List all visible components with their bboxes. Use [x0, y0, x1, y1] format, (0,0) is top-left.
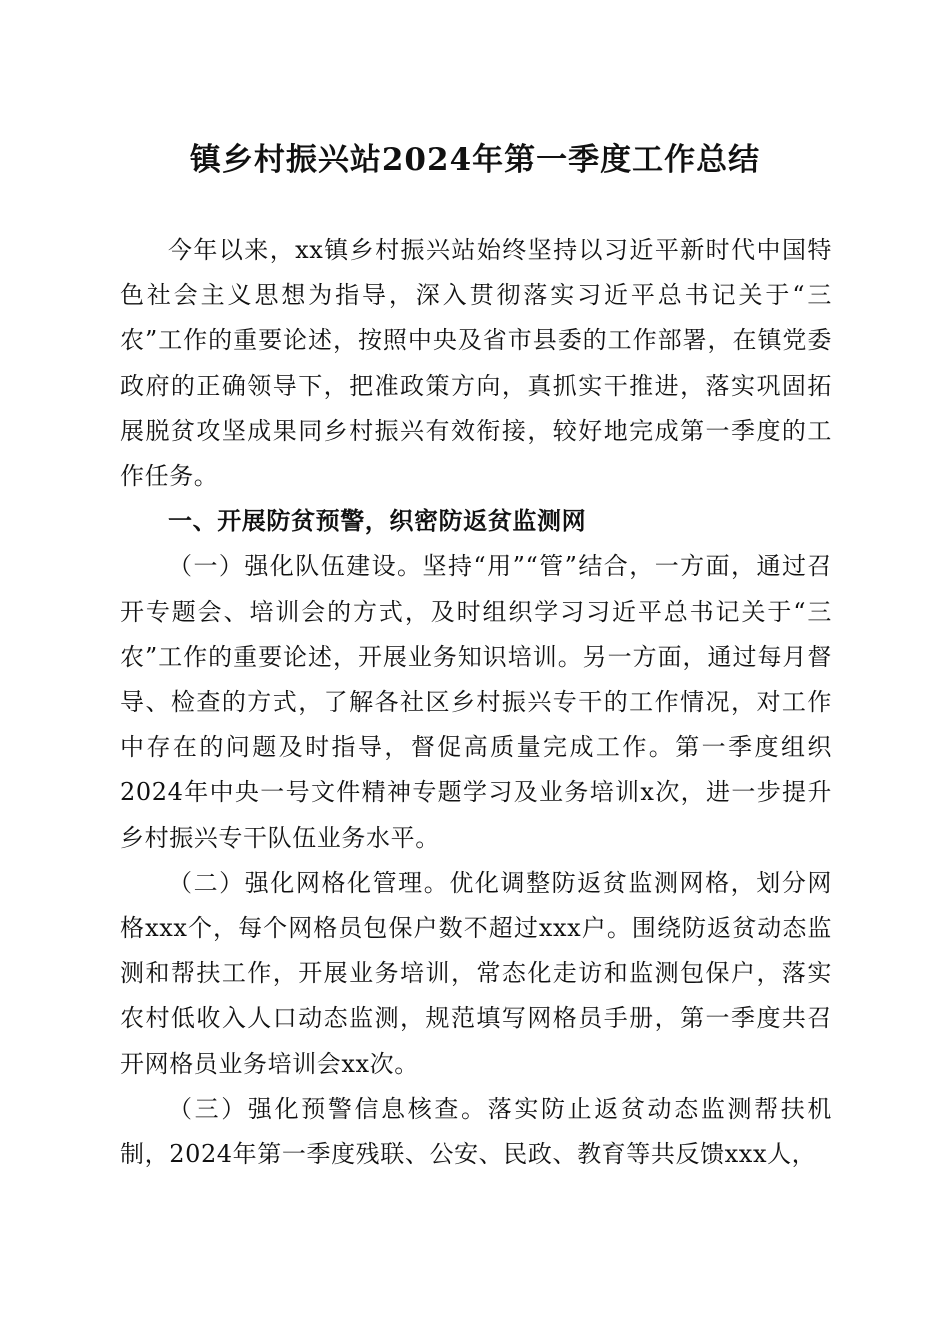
section-item-2	[120, 861, 832, 1087]
item-2-label: （二）强化网格化管理。	[168, 868, 450, 897]
item-3-label: （三）强化预警信息核查。	[168, 1094, 488, 1123]
item-1-label: （一）强化队伍建设。	[168, 552, 423, 581]
section-item-3	[120, 1087, 832, 1177]
document-body	[120, 228, 832, 1177]
item-3-text: 落实防止返贫动态监测帮扶机制，2024年第一季度残联、公安、民政、教育等共反馈xxx人，	[120, 1094, 832, 1169]
item-2-text: 优化调整防返贫监测网格，划分网格xxx个，每个网格员包保户数不超过xxx户。围绕防返贫动态监测和帮扶工作，开展业务培训，常态化走访和监测包保户，落实农村低收入人口动态监测，规范填写网格员手册，第一季度共召开网格员业务培训会xx次。	[120, 868, 833, 1078]
document-title: 镇乡村振兴站2024年第一季度工作总结	[189, 142, 761, 178]
section-heading: 一、开展防贫预警，织密防返贫监测网	[168, 507, 587, 536]
section-item-1	[120, 544, 832, 860]
intro-paragraph: 今年以来，xx镇乡村振兴站始终坚持以习近平新时代中国特色社会主义思想为指导，深入贯彻落实习近平总书记关于“三农”工作的重要论述，按照中央及省市县委的工作部署，在镇党委政府的正确领导下，把准政策方向，真抓实干推进，落实巩固拓展脱贫攻坚成果同乡村振兴有效衔接，较好地完成第一季度的工作任务。	[120, 236, 832, 491]
item-1-text: 坚持“用”“管”结合，一方面，通过召开专题会、培训会的方式，及时组织学习习近平总书记关于“三农”工作的重要论述，开展业务知识培训。另一方面，通过每月督导、检查的方式，了解各社区乡村振兴专干的工作情况，对工作中存在的问题及时指导，督促高质量完成工作。第一季度组织2024年中央一号文件精神专题学习及业务培训x次，进一步提升乡村振兴专干队伍业务水平。	[120, 552, 832, 852]
